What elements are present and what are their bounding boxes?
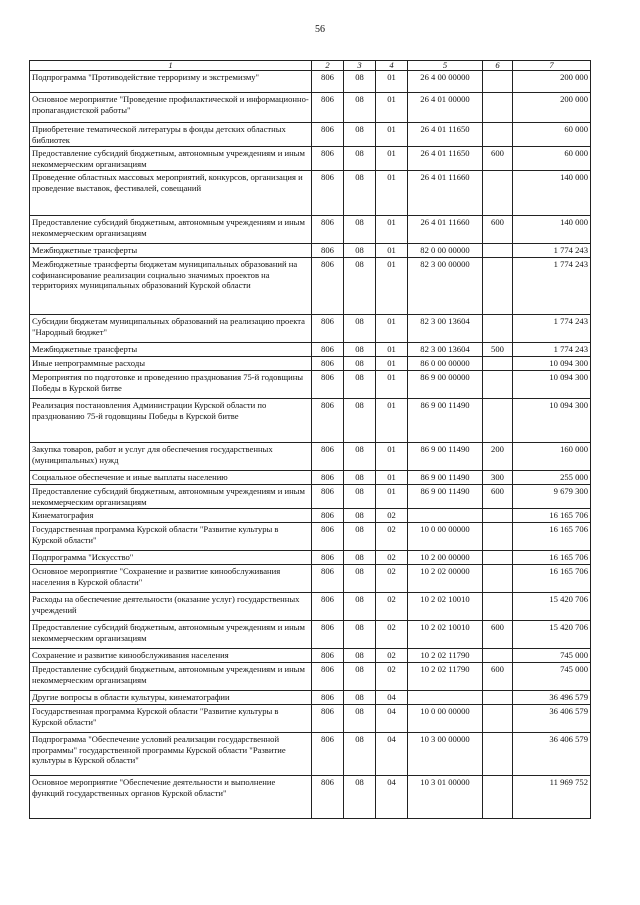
row-code-expense-type bbox=[483, 399, 513, 443]
row-code-expense-type bbox=[483, 705, 513, 733]
row-code-expense-type: 600 bbox=[483, 485, 513, 509]
row-code-subsection: 01 bbox=[376, 443, 408, 471]
row-name: Реализация постановления Администрации Курской области по празднованию 75-й годовщины Победы в Курской битве bbox=[30, 399, 312, 443]
row-amount: 160 000 bbox=[513, 443, 591, 471]
row-code-expense-type: 600 bbox=[483, 621, 513, 649]
table-row bbox=[30, 357, 591, 371]
row-amount: 36 406 579 bbox=[513, 733, 591, 776]
row-code-target: 10 2 02 11790 bbox=[408, 663, 483, 691]
row-code-section: 08 bbox=[344, 71, 376, 93]
row-code-expense-type bbox=[483, 93, 513, 123]
row-code-subsection: 02 bbox=[376, 663, 408, 691]
row-code-section: 08 bbox=[344, 691, 376, 705]
row-code-ministry: 806 bbox=[312, 123, 344, 147]
row-name: Сохранение и развитие кинообслуживания населения bbox=[30, 649, 312, 663]
row-name: Основное мероприятие "Проведение профилактической и информационно-пропагандистской работы" bbox=[30, 93, 312, 123]
row-code-subsection: 01 bbox=[376, 471, 408, 485]
row-code-target: 86 0 00 00000 bbox=[408, 357, 483, 371]
row-amount: 9 679 300 bbox=[513, 485, 591, 509]
row-name: Расходы на обеспечение деятельности (оказание услуг) государственных учреждений bbox=[30, 593, 312, 621]
row-name: Предоставление субсидий бюджетным, автономным учреждениям и иным некоммерческим организациям bbox=[30, 147, 312, 171]
row-code-section: 08 bbox=[344, 485, 376, 509]
row-code-subsection: 01 bbox=[376, 371, 408, 399]
table-row bbox=[30, 471, 591, 485]
row-code-expense-type: 600 bbox=[483, 147, 513, 171]
row-name: Субсидии бюджетам муниципальных образований на реализацию проекта "Народный бюджет" bbox=[30, 315, 312, 343]
row-name: Кинематография bbox=[30, 509, 312, 523]
row-name: Государственная программа Курской области "Развитие культуры в Курской области" bbox=[30, 705, 312, 733]
row-name: Закупка товаров, работ и услуг для обеспечения государственных (муниципальных) нужд bbox=[30, 443, 312, 471]
table-row bbox=[30, 216, 591, 244]
row-amount: 16 165 706 bbox=[513, 551, 591, 565]
row-amount: 1 774 243 bbox=[513, 258, 591, 315]
table-row bbox=[30, 399, 591, 443]
row-amount: 745 000 bbox=[513, 649, 591, 663]
table-row bbox=[30, 565, 591, 593]
row-name: Мероприятия по подготовке и проведению празднования 75-й годовщины Победы в Курской битве bbox=[30, 371, 312, 399]
row-code-ministry: 806 bbox=[312, 357, 344, 371]
row-code-ministry: 806 bbox=[312, 523, 344, 551]
row-code-target: 10 0 00 00000 bbox=[408, 705, 483, 733]
row-code-target: 86 9 00 11490 bbox=[408, 471, 483, 485]
row-code-section: 08 bbox=[344, 776, 376, 819]
row-code-expense-type: 300 bbox=[483, 471, 513, 485]
row-code-ministry: 806 bbox=[312, 371, 344, 399]
row-code-subsection: 01 bbox=[376, 123, 408, 147]
row-code-section: 08 bbox=[344, 621, 376, 649]
row-name: Предоставление субсидий бюджетным, автономным учреждениям и иным некоммерческим организациям bbox=[30, 663, 312, 691]
table-row bbox=[30, 343, 591, 357]
row-code-section: 08 bbox=[344, 244, 376, 258]
row-amount: 10 094 300 bbox=[513, 399, 591, 443]
table-row bbox=[30, 371, 591, 399]
row-code-subsection: 04 bbox=[376, 691, 408, 705]
row-name: Социальное обеспечение и иные выплаты населению bbox=[30, 471, 312, 485]
table-row bbox=[30, 443, 591, 471]
row-code-section: 08 bbox=[344, 93, 376, 123]
row-code-target: 86 9 00 11490 bbox=[408, 399, 483, 443]
table-row bbox=[30, 705, 591, 733]
row-code-target: 86 9 00 00000 bbox=[408, 371, 483, 399]
row-code-target: 86 9 00 11490 bbox=[408, 443, 483, 471]
row-code-target: 82 3 00 13604 bbox=[408, 315, 483, 343]
header-row bbox=[30, 61, 591, 71]
row-code-target: 82 3 00 13604 bbox=[408, 343, 483, 357]
row-amount: 16 165 706 bbox=[513, 565, 591, 593]
row-code-ministry: 806 bbox=[312, 343, 344, 357]
row-code-target: 10 3 01 00000 bbox=[408, 776, 483, 819]
row-code-subsection: 01 bbox=[376, 93, 408, 123]
row-code-target: 10 2 02 10010 bbox=[408, 593, 483, 621]
row-code-section: 08 bbox=[344, 593, 376, 621]
row-code-section: 08 bbox=[344, 523, 376, 551]
row-code-subsection: 01 bbox=[376, 216, 408, 244]
row-code-ministry: 806 bbox=[312, 485, 344, 509]
row-code-ministry: 806 bbox=[312, 593, 344, 621]
table-row bbox=[30, 509, 591, 523]
row-name: Приобретение тематической литературы в фонды детских областных библиотек bbox=[30, 123, 312, 147]
row-code-section: 08 bbox=[344, 371, 376, 399]
row-amount: 1 774 243 bbox=[513, 315, 591, 343]
row-code-expense-type bbox=[483, 733, 513, 776]
row-code-ministry: 806 bbox=[312, 216, 344, 244]
row-code-expense-type bbox=[483, 244, 513, 258]
row-code-ministry: 806 bbox=[312, 315, 344, 343]
row-code-expense-type: 600 bbox=[483, 663, 513, 691]
table-row bbox=[30, 733, 591, 776]
row-code-expense-type: 600 bbox=[483, 216, 513, 244]
row-name: Предоставление субсидий бюджетным, автономным учреждениям и иным некоммерческим организациям bbox=[30, 485, 312, 509]
row-name: Другие вопросы в области культуры, кинематографии bbox=[30, 691, 312, 705]
row-code-ministry: 806 bbox=[312, 509, 344, 523]
row-code-section: 08 bbox=[344, 705, 376, 733]
row-code-subsection: 01 bbox=[376, 147, 408, 171]
row-code-expense-type: 500 bbox=[483, 343, 513, 357]
row-code-expense-type: 200 bbox=[483, 443, 513, 471]
row-code-ministry: 806 bbox=[312, 565, 344, 593]
row-name: Основное мероприятие "Обеспечение деятельности и выполнение функций государственных органов Курской области" bbox=[30, 776, 312, 819]
row-code-subsection: 04 bbox=[376, 705, 408, 733]
table-row bbox=[30, 649, 591, 663]
header-cell: 3 bbox=[344, 61, 376, 71]
row-code-section: 08 bbox=[344, 216, 376, 244]
row-code-target: 10 2 02 00000 bbox=[408, 565, 483, 593]
row-code-target: 10 0 00 00000 bbox=[408, 523, 483, 551]
row-code-expense-type bbox=[483, 565, 513, 593]
row-code-ministry: 806 bbox=[312, 776, 344, 819]
header-cell: 5 bbox=[408, 61, 483, 71]
row-code-target: 26 4 01 00000 bbox=[408, 93, 483, 123]
row-code-section: 08 bbox=[344, 315, 376, 343]
row-code-subsection: 02 bbox=[376, 593, 408, 621]
header-cell: 6 bbox=[483, 61, 513, 71]
row-code-target: 26 4 00 00000 bbox=[408, 71, 483, 93]
row-code-target: 26 4 01 11650 bbox=[408, 123, 483, 147]
row-code-section: 08 bbox=[344, 471, 376, 485]
row-amount: 16 165 706 bbox=[513, 523, 591, 551]
row-code-ministry: 806 bbox=[312, 733, 344, 776]
row-code-subsection: 01 bbox=[376, 485, 408, 509]
row-name: Подпрограмма "Обеспечение условий реализации государственной программы" государственной программы Курской области "Развитие культуры в Курской области" bbox=[30, 733, 312, 776]
row-code-ministry: 806 bbox=[312, 471, 344, 485]
table-row bbox=[30, 171, 591, 216]
row-name: Межбюджетные трансферты bbox=[30, 244, 312, 258]
table-row bbox=[30, 315, 591, 343]
row-code-section: 08 bbox=[344, 343, 376, 357]
row-code-expense-type bbox=[483, 593, 513, 621]
row-amount: 200 000 bbox=[513, 93, 591, 123]
row-code-section: 08 bbox=[344, 565, 376, 593]
row-amount: 140 000 bbox=[513, 171, 591, 216]
row-name: Межбюджетные трансферты bbox=[30, 343, 312, 357]
row-name: Предоставление субсидий бюджетным, автономным учреждениям и иным некоммерческим организациям bbox=[30, 216, 312, 244]
row-code-expense-type bbox=[483, 258, 513, 315]
row-code-ministry: 806 bbox=[312, 93, 344, 123]
row-code-ministry: 806 bbox=[312, 258, 344, 315]
row-amount: 255 000 bbox=[513, 471, 591, 485]
row-amount: 15 420 706 bbox=[513, 621, 591, 649]
row-amount: 15 420 706 bbox=[513, 593, 591, 621]
row-code-target: 86 9 00 11490 bbox=[408, 485, 483, 509]
row-code-subsection: 02 bbox=[376, 621, 408, 649]
row-code-subsection: 01 bbox=[376, 357, 408, 371]
row-code-section: 08 bbox=[344, 123, 376, 147]
row-name: Иные непрограммные расходы bbox=[30, 357, 312, 371]
row-code-ministry: 806 bbox=[312, 705, 344, 733]
row-code-ministry: 806 bbox=[312, 621, 344, 649]
table-row bbox=[30, 244, 591, 258]
row-code-subsection: 01 bbox=[376, 315, 408, 343]
row-code-target bbox=[408, 509, 483, 523]
table-row bbox=[30, 147, 591, 171]
row-code-expense-type bbox=[483, 649, 513, 663]
row-code-section: 08 bbox=[344, 663, 376, 691]
page-number: 56 bbox=[315, 24, 325, 35]
row-code-subsection: 01 bbox=[376, 71, 408, 93]
row-code-ministry: 806 bbox=[312, 399, 344, 443]
row-code-section: 08 bbox=[344, 649, 376, 663]
row-code-section: 08 bbox=[344, 147, 376, 171]
row-code-target: 82 0 00 00000 bbox=[408, 244, 483, 258]
row-code-ministry: 806 bbox=[312, 147, 344, 171]
row-amount: 16 165 706 bbox=[513, 509, 591, 523]
row-code-section: 08 bbox=[344, 443, 376, 471]
row-amount: 200 000 bbox=[513, 71, 591, 93]
row-code-target: 10 2 02 10010 bbox=[408, 621, 483, 649]
table-row bbox=[30, 776, 591, 819]
table-row bbox=[30, 593, 591, 621]
row-code-target: 10 2 00 00000 bbox=[408, 551, 483, 565]
row-code-ministry: 806 bbox=[312, 663, 344, 691]
row-amount: 11 969 752 bbox=[513, 776, 591, 819]
row-amount: 60 000 bbox=[513, 147, 591, 171]
row-code-target bbox=[408, 691, 483, 705]
row-name: Государственная программа Курской области "Развитие культуры в Курской области" bbox=[30, 523, 312, 551]
header-cell: 4 bbox=[376, 61, 408, 71]
row-name: Проведение областных массовых мероприятий, конкурсов, организация и проведение выставок, фестивалей, совещаний bbox=[30, 171, 312, 216]
row-code-expense-type bbox=[483, 509, 513, 523]
row-name: Предоставление субсидий бюджетным, автономным учреждениям и иным некоммерческим организациям bbox=[30, 621, 312, 649]
row-code-subsection: 02 bbox=[376, 551, 408, 565]
row-code-section: 08 bbox=[344, 551, 376, 565]
row-amount: 1 774 243 bbox=[513, 244, 591, 258]
row-code-target: 26 4 01 11650 bbox=[408, 147, 483, 171]
row-code-target: 26 4 01 11660 bbox=[408, 171, 483, 216]
row-amount: 1 774 243 bbox=[513, 343, 591, 357]
row-name: Межбюджетные трансферты бюджетам муниципальных образований на софинансирование реализации социально значимых проектов на территориях муниципальных образований Курской области bbox=[30, 258, 312, 315]
row-code-target: 82 3 00 00000 bbox=[408, 258, 483, 315]
row-name: Подпрограмма "Искусство" bbox=[30, 551, 312, 565]
row-code-ministry: 806 bbox=[312, 244, 344, 258]
row-code-section: 08 bbox=[344, 733, 376, 776]
row-code-subsection: 04 bbox=[376, 733, 408, 776]
row-code-subsection: 04 bbox=[376, 776, 408, 819]
header-cell: 1 bbox=[30, 61, 312, 71]
row-amount: 36 496 579 bbox=[513, 691, 591, 705]
row-code-target: 10 2 02 11790 bbox=[408, 649, 483, 663]
row-code-target: 26 4 01 11660 bbox=[408, 216, 483, 244]
row-amount: 10 094 300 bbox=[513, 357, 591, 371]
row-name: Основное мероприятие "Сохранение и развитие кинообслуживания населения в Курской области" bbox=[30, 565, 312, 593]
row-code-expense-type bbox=[483, 123, 513, 147]
row-amount: 36 406 579 bbox=[513, 705, 591, 733]
row-name: Подпрограмма "Противодействие терроризму и экстремизму" bbox=[30, 71, 312, 93]
row-code-expense-type bbox=[483, 371, 513, 399]
budget-table bbox=[29, 60, 591, 819]
row-code-section: 08 bbox=[344, 399, 376, 443]
table-row bbox=[30, 621, 591, 649]
row-code-subsection: 01 bbox=[376, 258, 408, 315]
table-row bbox=[30, 93, 591, 123]
table-row bbox=[30, 691, 591, 705]
row-amount: 60 000 bbox=[513, 123, 591, 147]
row-code-subsection: 01 bbox=[376, 399, 408, 443]
row-code-ministry: 806 bbox=[312, 649, 344, 663]
row-code-subsection: 01 bbox=[376, 343, 408, 357]
row-amount: 745 000 bbox=[513, 663, 591, 691]
row-code-subsection: 01 bbox=[376, 244, 408, 258]
row-code-ministry: 806 bbox=[312, 691, 344, 705]
row-amount: 140 000 bbox=[513, 216, 591, 244]
row-code-ministry: 806 bbox=[312, 443, 344, 471]
row-code-target: 10 3 00 00000 bbox=[408, 733, 483, 776]
header-cell: 2 bbox=[312, 61, 344, 71]
row-code-section: 08 bbox=[344, 357, 376, 371]
row-code-expense-type bbox=[483, 315, 513, 343]
row-code-expense-type bbox=[483, 691, 513, 705]
row-code-subsection: 02 bbox=[376, 649, 408, 663]
table-row bbox=[30, 663, 591, 691]
row-code-ministry: 806 bbox=[312, 551, 344, 565]
table-row bbox=[30, 258, 591, 315]
row-code-ministry: 806 bbox=[312, 171, 344, 216]
row-code-expense-type bbox=[483, 71, 513, 93]
row-code-section: 08 bbox=[344, 509, 376, 523]
table-row bbox=[30, 71, 591, 93]
row-code-subsection: 02 bbox=[376, 523, 408, 551]
row-code-subsection: 02 bbox=[376, 565, 408, 593]
row-code-expense-type bbox=[483, 171, 513, 216]
row-code-subsection: 01 bbox=[376, 171, 408, 216]
row-code-subsection: 02 bbox=[376, 509, 408, 523]
row-code-expense-type bbox=[483, 357, 513, 371]
table-row bbox=[30, 523, 591, 551]
table-row bbox=[30, 551, 591, 565]
row-code-expense-type bbox=[483, 523, 513, 551]
row-amount: 10 094 300 bbox=[513, 371, 591, 399]
table-row bbox=[30, 485, 591, 509]
row-code-ministry: 806 bbox=[312, 71, 344, 93]
row-code-section: 08 bbox=[344, 171, 376, 216]
row-code-section: 08 bbox=[344, 258, 376, 315]
row-code-expense-type bbox=[483, 776, 513, 819]
row-code-expense-type bbox=[483, 551, 513, 565]
header-cell: 7 bbox=[513, 61, 591, 71]
table-row bbox=[30, 123, 591, 147]
